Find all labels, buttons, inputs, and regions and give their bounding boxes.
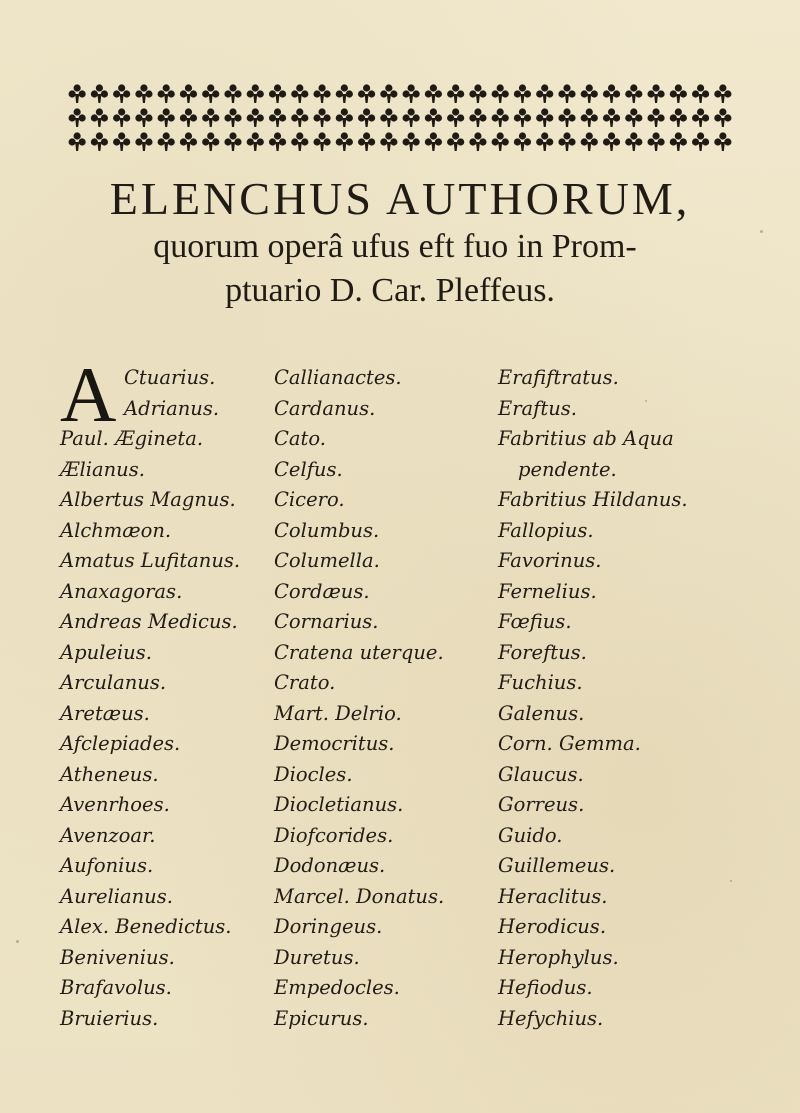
author-entry: Avenrhoes. xyxy=(60,793,170,816)
paper-speck xyxy=(645,400,647,402)
author-entry: Cornarius. xyxy=(274,610,379,633)
fleuron-ornament xyxy=(224,84,241,103)
author-entry: Fuchius. xyxy=(498,671,583,694)
fleuron-ornament xyxy=(135,84,152,103)
fleuron-ornament xyxy=(670,84,687,103)
author-entry: Erafiftratus. xyxy=(498,366,619,389)
author-entry: Herophylus. xyxy=(498,945,619,969)
fleuron-ornament xyxy=(291,108,308,127)
author-entry: Foreftus. xyxy=(498,640,587,664)
fleuron-ornament xyxy=(447,132,464,151)
author-entry: Mart. Delrio. xyxy=(274,701,402,725)
fleuron-ornament xyxy=(625,132,642,151)
fleuron-ornament xyxy=(358,132,375,151)
fleuron-ornament xyxy=(180,132,197,151)
fleuron-ornament xyxy=(358,108,375,127)
author-column-2 xyxy=(274,363,494,1034)
author-entry: Albertus Magnus. xyxy=(60,488,236,511)
paper-speck xyxy=(16,940,19,943)
fleuron-ornament xyxy=(647,84,664,103)
author-entry: Favorinus. xyxy=(498,549,602,572)
fleuron-ornament xyxy=(647,132,664,151)
fleuron-ornament xyxy=(469,132,486,151)
fleuron-ornament xyxy=(714,132,731,151)
author-column-1 xyxy=(60,363,270,1034)
author-entry: Corn. Gemma. xyxy=(498,732,641,755)
author-entry: Cratena uterque. xyxy=(274,640,444,664)
author-entry: Duretus. xyxy=(274,945,360,969)
fleuron-ornament xyxy=(403,108,420,127)
fleuron-ornament xyxy=(180,84,197,103)
fleuron-ornament xyxy=(514,132,531,151)
fleuron-ornament xyxy=(558,132,575,151)
author-entry: Gorreus. xyxy=(498,793,585,816)
author-entry: Eraftus. xyxy=(498,396,577,420)
author-entry: Cordæus. xyxy=(274,579,370,603)
author-entry: Doringeus. xyxy=(274,915,383,938)
fleuron-ornament xyxy=(358,84,375,103)
author-entry: Epicurus. xyxy=(274,1006,369,1030)
paper-speck xyxy=(760,230,763,233)
fleuron-ornament xyxy=(158,108,175,127)
author-entry: Bruierius. xyxy=(60,1006,159,1030)
author-entry: Avenzoar. xyxy=(60,823,156,847)
fleuron-ornament xyxy=(380,108,397,127)
fleuron-ornament xyxy=(313,84,330,103)
author-entry: Alchmæon. xyxy=(60,518,172,542)
drop-cap: A xyxy=(60,351,117,438)
fleuron-ornament xyxy=(403,84,420,103)
fleuron-ornament xyxy=(625,84,642,103)
fleuron-ornament xyxy=(113,132,130,151)
fleuron-ornament xyxy=(536,84,553,103)
author-entry: Amatus Lufitanus. xyxy=(60,549,241,572)
fleuron-ornament xyxy=(692,84,709,103)
fleuron-ornament xyxy=(581,108,598,127)
fleuron-ornament xyxy=(558,108,575,127)
author-entry: Hefychius. xyxy=(498,1006,604,1030)
author-entry: Adrianus. xyxy=(124,396,220,420)
author-entry: Diocles. xyxy=(274,762,353,786)
fleuron-ornament xyxy=(69,132,86,151)
fleuron-ornament xyxy=(69,108,86,127)
fleuron-ornament xyxy=(603,108,620,127)
fleuron-ornament xyxy=(202,132,219,151)
fleuron-ornament xyxy=(581,132,598,151)
author-entry: Dodonæus. xyxy=(274,854,386,877)
author-entry: Afclepiades. xyxy=(60,732,181,755)
fleuron-ornament xyxy=(336,108,353,127)
author-entry: Brafavolus. xyxy=(60,976,172,999)
fleuron-ornament xyxy=(135,108,152,127)
author-entry: Callianactes. xyxy=(274,366,402,389)
fleuron-ornament xyxy=(603,84,620,103)
fleuron-ornament xyxy=(670,132,687,151)
author-entry: Diocletianus. xyxy=(274,793,404,816)
fleuron-ornament xyxy=(714,108,731,127)
author-entry: Guido. xyxy=(498,823,563,847)
fleuron-ornament xyxy=(269,84,286,103)
fleuron-ornament xyxy=(202,84,219,103)
fleuron-ornament xyxy=(469,108,486,127)
fleuron-ornament xyxy=(113,84,130,103)
fleuron-ornament xyxy=(247,132,264,151)
author-entry: Benivenius. xyxy=(60,945,175,969)
author-entry: Glaucus. xyxy=(498,762,584,786)
author-entry: Columbus. xyxy=(274,518,380,542)
fleuron-ornament xyxy=(492,132,509,151)
fleuron-ornament xyxy=(536,132,553,151)
fleuron-ornament xyxy=(91,84,108,103)
fleuron-ornament xyxy=(603,132,620,151)
fleuron-ornament xyxy=(158,84,175,103)
fleuron-ornament xyxy=(224,132,241,151)
fleuron-ornament xyxy=(69,84,86,103)
author-entry: Diofcorides. xyxy=(274,823,394,847)
author-entry: Columella. xyxy=(274,549,380,572)
fleuron-ornament xyxy=(447,108,464,127)
author-entry: Fœfius. xyxy=(498,610,572,633)
fleuron-ornament xyxy=(202,108,219,127)
author-entry: Fallopius. xyxy=(498,518,594,542)
subtitle-line-2: ptuario D. Car. Pleffeus. xyxy=(225,272,555,309)
subtitle-line-1: quorum operâ ufus eft fuo in Prom- xyxy=(153,228,637,265)
fleuron-ornament xyxy=(492,84,509,103)
fleuron-ornament xyxy=(670,108,687,127)
author-entry: Cicero. xyxy=(274,488,345,511)
fleuron-ornament xyxy=(447,84,464,103)
fleuron-ornament xyxy=(224,108,241,127)
ornamental-border xyxy=(66,82,734,154)
author-entry: Anaxagoras. xyxy=(60,579,183,603)
fleuron-ornament xyxy=(135,132,152,151)
fleuron-ornament xyxy=(313,132,330,151)
author-entry: Cato. xyxy=(274,427,326,450)
fleuron-ornament xyxy=(336,132,353,151)
author-entry: Democritus. xyxy=(274,732,395,755)
author-entry: Galenus. xyxy=(498,701,585,725)
author-entry: Aufonius. xyxy=(60,854,154,877)
author-entry: Alex. Benedictus. xyxy=(60,915,232,938)
fleuron-ornament xyxy=(380,84,397,103)
author-entry: Paul. Ægineta. xyxy=(60,427,204,450)
fleuron-ornament xyxy=(692,132,709,151)
fleuron-ornament xyxy=(291,132,308,151)
fleuron-ornament xyxy=(113,108,130,127)
fleuron-ornament xyxy=(581,84,598,103)
author-entry: Aurelianus. xyxy=(60,884,173,908)
fleuron-ornament xyxy=(425,132,442,151)
author-entry: Andreas Medicus. xyxy=(60,610,238,633)
author-column-3 xyxy=(498,363,758,1034)
author-entry: Hefiodus. xyxy=(498,976,593,999)
author-entry: Aretæus. xyxy=(60,701,150,725)
fleuron-ornament xyxy=(269,132,286,151)
fleuron-ornament xyxy=(180,108,197,127)
fleuron-ornament xyxy=(514,84,531,103)
author-entry: Ælianus. xyxy=(60,457,145,481)
author-entry: Celfus. xyxy=(274,457,343,481)
fleuron-ornament xyxy=(247,84,264,103)
page-title: ELENCHUS AUTHORUM, xyxy=(109,173,691,224)
fleuron-ornament xyxy=(291,84,308,103)
author-entry: Herodicus. xyxy=(498,915,607,938)
fleuron-ornament xyxy=(91,132,108,151)
author-entry: Fernelius. xyxy=(498,579,597,603)
author-entry: Fabritius ab Aqua xyxy=(498,427,674,450)
author-entry: Arculanus. xyxy=(60,671,167,694)
author-entry: pendente. xyxy=(518,457,617,481)
fleuron-ornament xyxy=(425,108,442,127)
author-entry: Heraclitus. xyxy=(498,884,608,908)
fleuron-ornament xyxy=(91,108,108,127)
fleuron-ornament xyxy=(647,108,664,127)
fleuron-ornament xyxy=(336,84,353,103)
fleuron-ornament xyxy=(558,84,575,103)
fleuron-ornament xyxy=(380,132,397,151)
fleuron-ornament xyxy=(536,108,553,127)
author-entry: Crato. xyxy=(274,671,336,694)
fleuron-ornament xyxy=(313,108,330,127)
author-entry: Apuleius. xyxy=(60,640,152,664)
fleuron-ornament xyxy=(714,84,731,103)
author-entry: Fabritius Hildanus. xyxy=(498,488,688,511)
fleuron-ornament xyxy=(425,84,442,103)
fleuron-ornament xyxy=(514,108,531,127)
author-entry: Atheneus. xyxy=(60,762,159,786)
author-entry: Ctuarius. xyxy=(124,366,216,389)
author-entry: Empedocles. xyxy=(274,976,400,999)
author-entry: Cardanus. xyxy=(274,396,376,420)
author-entry: Guillemeus. xyxy=(498,854,616,877)
fleuron-ornament xyxy=(247,108,264,127)
author-entry: Marcel. Donatus. xyxy=(274,884,445,908)
fleuron-ornament xyxy=(692,108,709,127)
fleuron-ornament xyxy=(403,132,420,151)
fleuron-ornament xyxy=(269,108,286,127)
fleuron-ornament xyxy=(625,108,642,127)
fleuron-ornament xyxy=(158,132,175,151)
fleuron-ornament xyxy=(469,84,486,103)
fleuron-ornament xyxy=(492,108,509,127)
paper-speck xyxy=(730,880,732,882)
